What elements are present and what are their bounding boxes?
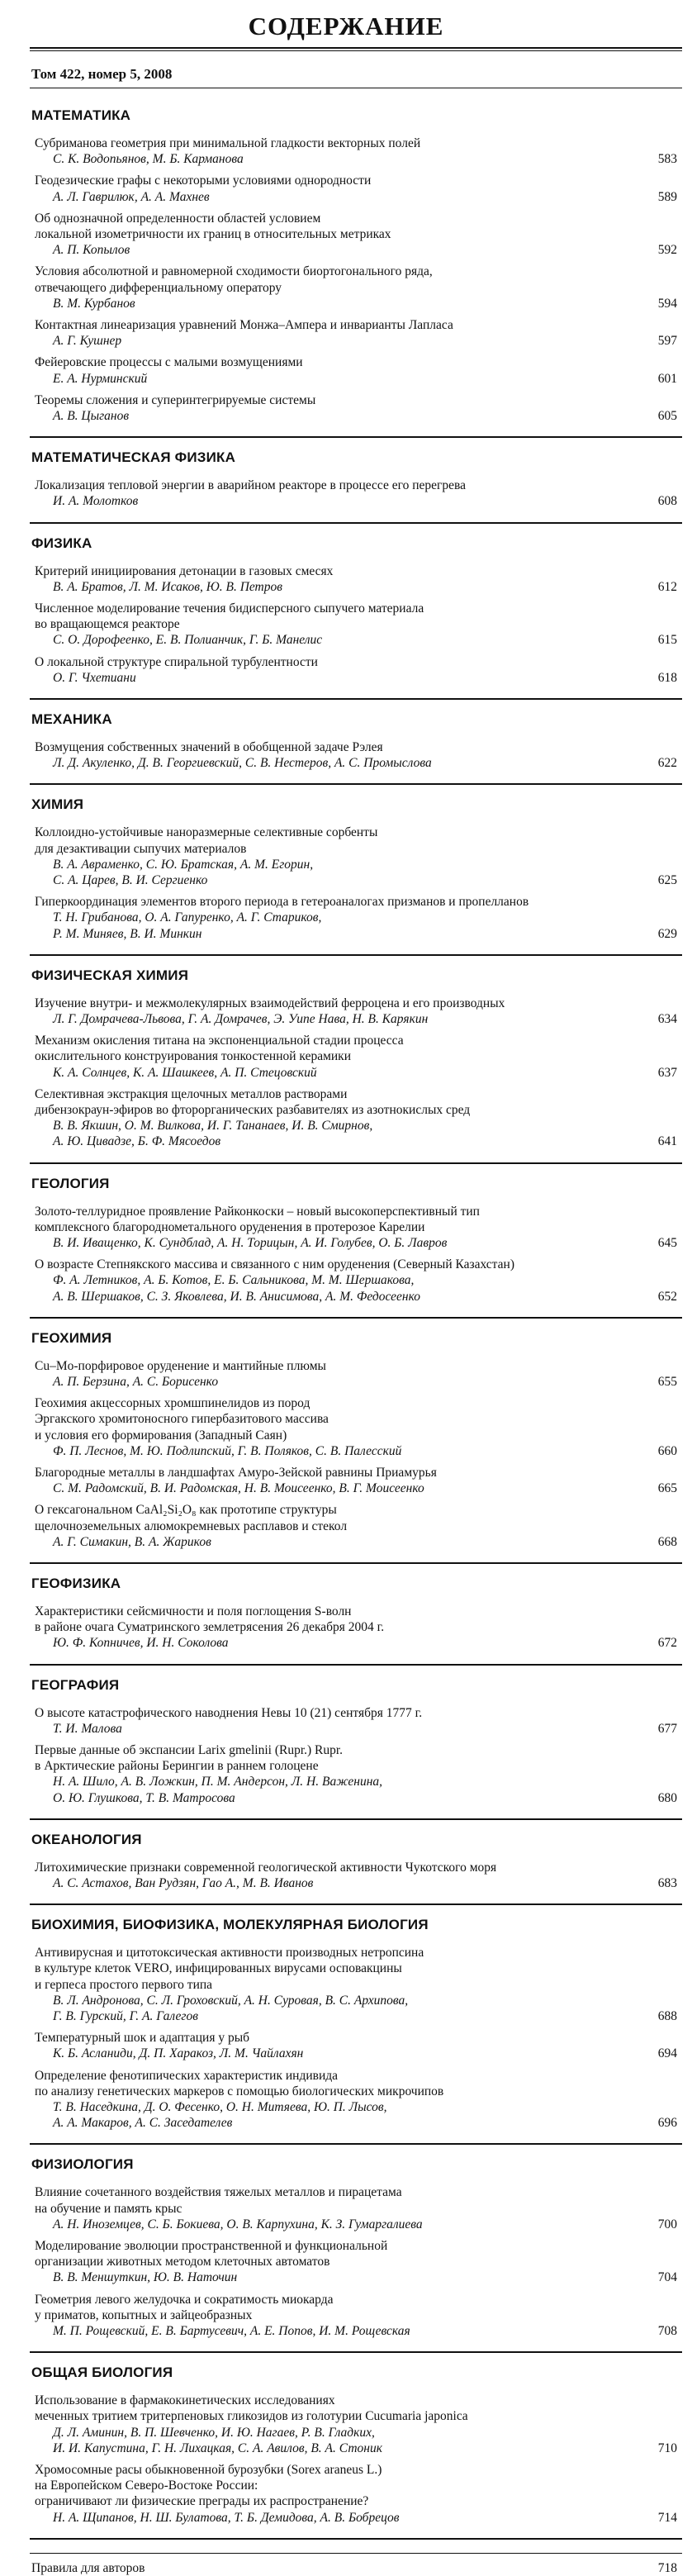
section-title: МЕХАНИКА [31, 711, 112, 727]
article-title: Cu–Mo-порфировое оруденение и мантийные плюмы [35, 1358, 326, 1373]
page-number: 660 [657, 1443, 677, 1458]
section-title: ГЕОФИЗИКА [31, 1576, 121, 1591]
section-rule [30, 436, 682, 438]
article-title: Теоремы сложения и суперинтегрируемые системы [35, 392, 316, 407]
page-number: 710 [657, 2441, 677, 2455]
article-title: Температурный шок и адаптация у рыб [35, 2031, 250, 2046]
article-authors: В. А. Братов, Л. М. Исаков, Ю. В. Петров [53, 579, 282, 594]
article-title: Эргакского хромитоносного гипербазитового массива [35, 1412, 329, 1427]
page-number: 655 [657, 1374, 677, 1389]
page-number: 704 [657, 2270, 677, 2285]
page-number: 652 [657, 1289, 677, 1304]
article-authors: Г. В. Гурский, Г. А. Галегов [53, 2008, 198, 2023]
section-rule [30, 1317, 682, 1319]
article-title: Определение фенотипических характеристик индивида [35, 2068, 339, 2083]
page-number: 601 [657, 371, 677, 386]
page-number: 634 [657, 1011, 677, 1026]
article-title: щелочноземельных алюмокремневых расплавов и стекол [35, 1519, 348, 1533]
article-authors: А. П. Берзина, А. С. Борисенко [53, 1374, 219, 1389]
article-title: О высоте катастрофического наводнения Невы 10 (21) сентября 1777 г. [35, 1705, 423, 1720]
article-authors: А. Н. Иноземцев, С. Б. Бокиева, О. В. Карпухина, К. З. Гумаргалиева [53, 2217, 423, 2231]
article-authors: А. А. Макаров, А. С. Заседателев [53, 2116, 233, 2131]
article-title: окислительного конструирования тонкостенной керамики [35, 1049, 352, 1064]
article-authors: А. П. Копылов [53, 243, 130, 258]
page-number: 608 [657, 494, 677, 509]
article-authors: Ф. П. Леснов, М. Ю. Подлипский, Г. В. Поляков, С. В. Палесский [53, 1443, 402, 1458]
article-title: Благородные металлы в ландшафтах Амуро-Зейской равнины Приамурья [35, 1465, 437, 1480]
section-title: ФИЗИЧЕСКАЯ ХИМИЯ [31, 967, 189, 983]
article-authors: А. В. Шершаков, С. З. Яковлева, И. В. Анисимова, А. М. Федосеенко [53, 1289, 420, 1304]
page-number: 694 [657, 2046, 677, 2061]
article-title: Возмущения собственных значений в обобщенной задаче Рэлея [35, 740, 383, 754]
article-title: в районе очага Суматринского землетрясения 26 декабря 2004 г. [35, 1620, 385, 1635]
article-title: Изучение внутри- и межмолекулярных взаимодействий ферроцена и его производных [35, 996, 505, 1010]
article-title: в культуре клеток VERO, инфицированных вирусами осповакцины [35, 1961, 402, 1976]
section-title: БИОХИМИЯ, БИОФИЗИКА, МОЛЕКУЛЯРНАЯ БИОЛОГИЯ [31, 1917, 429, 1933]
article-title: О возрасте Степнякского массива и связанного с ним оруденения (Северный Казахстан) [35, 1257, 514, 1272]
page-number: 665 [657, 1481, 677, 1496]
article-title: Влияние сочетанного воздействия тяжелых металлов и пирацетама [35, 2185, 402, 2200]
article-title: Характеристики сейсмичности и поля поглощения S-волн [35, 1604, 352, 1618]
article-authors: В. М. Курбанов [53, 296, 135, 311]
page-number: 645 [657, 1235, 677, 1250]
article-title: О гексагональном CaAl₂Si₂O₈ как прототипе структуры [35, 1503, 337, 1518]
article-authors: Е. А. Нурминский [53, 371, 148, 386]
article-title: и условия его формирования (Западный Саян) [35, 1428, 287, 1442]
article-authors: И. И. Капустина, Г. Н. Лихацкая, С. А. Авилов, В. А. Стоник [53, 2441, 382, 2455]
page-number: 597 [657, 334, 677, 349]
article-title: О локальной структуре спиральной турбулентности [35, 654, 318, 669]
article-authors: В. В. Якшин, О. М. Вилкова, И. Г. Тананаев, И. В. Смирнов, [53, 1119, 373, 1134]
article-authors: И. А. Молотков [53, 494, 139, 509]
page-number: 605 [657, 408, 677, 423]
section-rule [30, 783, 682, 785]
page-number: 618 [657, 670, 677, 685]
article-title: на обучение и память крыс [35, 2201, 182, 2216]
section-rule [30, 2538, 682, 2540]
page-title: СОДЕРЖАНИЕ [248, 12, 444, 40]
page-number: 668 [657, 1534, 677, 1549]
article-title: Об однозначной определенности областей условием [35, 211, 321, 226]
article-authors: М. П. Рощевский, Е. В. Бартусевич, А. Е. Попов, И. М. Рощевская [53, 2323, 410, 2338]
article-authors: А. Г. Симакин, В. А. Жариков [53, 1534, 211, 1549]
article-authors: Т. И. Малова [53, 1721, 122, 1736]
top-rule-thick [30, 47, 682, 49]
section-title: ГЕОХИМИЯ [31, 1329, 112, 1346]
page-number: 683 [657, 1875, 677, 1890]
page-number: 615 [657, 633, 677, 648]
section-rule [30, 1664, 682, 1666]
page-number: 714 [657, 2510, 677, 2525]
page-number: 696 [657, 2116, 677, 2131]
article-authors: О. Г. Чхетиани [53, 670, 136, 685]
article-authors: В. И. Иващенко, К. Сундблад, А. Н. Торицын, А. И. Голубев, О. Б. Лавров [53, 1235, 448, 1250]
article-title: Геодезические графы с некоторыми условиями однородности [35, 173, 372, 188]
page-number: 629 [657, 926, 677, 941]
article-title: для дезактивации сыпучих материалов [35, 841, 247, 856]
article-title: у приматов, копытных и зайцеобразных [35, 2307, 253, 2322]
section-title: ФИЗИОЛОГИЯ [31, 2156, 134, 2173]
page-number: 708 [657, 2323, 677, 2338]
article-authors: С. О. Дорофеенко, Е. В. Полианчик, Г. Б. Манелис [53, 633, 323, 648]
article-authors: Н. А. Шило, А. В. Ложкин, П. М. Андерсон, Л. Н. Важенина, [53, 1775, 383, 1789]
article-title: дибензокраун-эфиров во фторорганических разбавителях из азотнокислых сред [35, 1102, 471, 1117]
article-authors: С. А. Царев, В. И. Сергиенко [53, 872, 208, 887]
page-number: 680 [657, 1790, 677, 1805]
page-number: 641 [657, 1134, 677, 1149]
article-title: комплексного благороднометального оруденения в протерозое Карелии [35, 1219, 425, 1234]
page-number: 688 [657, 2008, 677, 2023]
article-authors: А. Ю. Цивадзе, Б. Ф. Мясоедов [53, 1134, 221, 1149]
article-title: Численное моделирование течения бидисперсного сыпучего материала [35, 601, 424, 615]
section-rule [30, 954, 682, 956]
article-title: на Европейском Северо-Востоке России: [35, 2479, 258, 2493]
article-title: организации животных методом клеточных автоматов [35, 2255, 330, 2269]
article-title: Локализация тепловой энергии в аварийном реакторе в процессе его перегрева [35, 478, 466, 493]
article-title: во вращающемся реакторе [35, 617, 180, 632]
page-number: 612 [657, 579, 677, 594]
section-title: ГЕОЛОГИЯ [31, 1175, 110, 1191]
article-title: Геометрия левого желудочка и сократимость миокарда [35, 2292, 334, 2307]
page-number: 622 [657, 756, 677, 771]
article-authors: Д. Л. Аминин, В. П. Шевченко, И. Ю. Нагаев, Р. В. Гладких, [53, 2425, 375, 2440]
section-title: ФИЗИКА [31, 535, 92, 551]
article-title: меченных тритием тритерпеновых гликозидов из голотурии Cucumaria japonica [35, 2409, 468, 2424]
rules-for-authors[interactable]: Правила для авторов [31, 2560, 145, 2575]
article-authors: Ю. Ф. Копничев, И. Н. Соколова [53, 1636, 229, 1651]
article-title: Субриманова геометрия при минимальной гладкости векторных полей [35, 136, 421, 150]
article-title: отвечающего дифференциальному оператору [35, 280, 282, 295]
article-title: Коллоидно-устойчивые наноразмерные селективные сорбенты [35, 825, 378, 840]
article-title: Геохимия акцессорных хромшпинелидов из пород [35, 1396, 310, 1411]
article-authors: Н. А. Щипанов, Н. Ш. Булатова, Т. Б. Демидова, А. В. Бобрецов [53, 2510, 400, 2525]
article-authors: В. Л. Андронова, С. Л. Гроховский, А. Н. Суровая, В. С. Архипова, [53, 1993, 409, 2008]
page-number: 637 [657, 1065, 677, 1080]
article-authors: А. С. Астахов, Ван Рудзян, Гао А., М. В. Иванов [53, 1875, 314, 1890]
article-title: Условия абсолютной и равномерной сходимости биортогонального ряда, [35, 264, 433, 279]
section-rule [30, 2351, 682, 2353]
article-authors: О. Ю. Глушкова, Т. В. Матросова [53, 1790, 235, 1805]
article-title: Антивирусная и цитотоксическая активности производных нетропсина [35, 1946, 424, 1961]
page-number: 700 [657, 2217, 677, 2231]
article-title: по анализу генетических маркеров с помощью биологических микрочипов [35, 2084, 444, 2098]
top-rule-thin [30, 50, 682, 51]
issue-info: Том 422, номер 5, 2008 [31, 66, 173, 82]
page-number: 677 [657, 1721, 677, 1736]
article-authors: А. Л. Гаврилюк, А. А. Махнев [53, 189, 210, 204]
section-title: МАТЕМАТИЧЕСКАЯ ФИЗИКА [31, 449, 236, 466]
section-title: ОБЩАЯ БИОЛОГИЯ [31, 2365, 173, 2381]
article-title: Использование в фармакокинетических исследованиях [35, 2393, 335, 2408]
article-title: локальной изометричности их границ в относительных метриках [35, 226, 391, 241]
article-title: Золото-теллуридное проявление Райконкоски – новый высокоперспективный тип [35, 1204, 480, 1219]
page-number: 672 [657, 1636, 677, 1651]
article-authors: Р. М. Миняев, В. И. Минкин [53, 926, 202, 941]
article-authors: В. А. Авраменко, С. Ю. Братская, А. М. Егорин, [53, 857, 314, 872]
page-number: 583 [657, 152, 677, 167]
article-authors: В. В. Меншуткин, Ю. В. Наточин [53, 2270, 238, 2285]
section-rule [30, 1162, 682, 1164]
article-authors: С. М. Радомский, В. И. Радомская, Н. В. Моисеенко, В. Г. Моисеенко [53, 1481, 424, 1496]
article-authors: Т. Н. Грибанова, О. А. Гапуренко, А. Г. Стариков, [53, 910, 322, 925]
section-rule [30, 698, 682, 700]
article-authors: К. Б. Асланиди, Д. П. Харакоз, Л. М. Чайлахян [53, 2046, 304, 2061]
article-title: Механизм окисления титана на экспоненциальной стадии процесса [35, 1034, 404, 1048]
article-title: ограничивают ли физические преграды их распространение? [35, 2494, 369, 2509]
article-title: Критерий инициирования детонации в газовых смесях [35, 563, 334, 578]
section-title: ГЕОГРАФИЯ [31, 1676, 120, 1693]
article-title: Фейеровские процессы с малыми возмущениями [35, 355, 303, 370]
article-authors: К. А. Солнцев, К. А. Шашкеев, А. П. Стецовский [53, 1065, 317, 1080]
article-title: Моделирование эволюции пространственной и функциональной [35, 2238, 388, 2253]
article-title: и герпеса простого первого типа [35, 1977, 213, 1992]
section-rule [30, 1562, 682, 1564]
section-rule [30, 1818, 682, 1820]
page-number: 594 [657, 296, 677, 311]
article-title: в Арктические районы Берингии в раннем голоцене [35, 1759, 319, 1774]
rules-for-authors-page: 718 [657, 2560, 677, 2575]
section-rule [30, 522, 682, 524]
article-title: Контактная линеаризация уравнений Монжа–Ампера и инварианты Лапласа [35, 318, 453, 332]
page-number: 589 [657, 189, 677, 204]
article-authors: Ф. А. Летников, А. Б. Котов, Е. Б. Сальникова, М. М. Шершакова, [53, 1273, 415, 1288]
article-title: Литохимические признаки современной геологической активности Чукотского моря [35, 1860, 497, 1875]
footer-rule [30, 2553, 682, 2554]
article-title: Хромосомные расы обыкновенной бурозубки (Sorex araneus L.) [35, 2462, 382, 2477]
article-authors: Л. Д. Акуленко, Д. В. Георгиевский, С. В. Нестеров, А. С. Промыслова [53, 756, 432, 771]
section-rule [30, 2143, 682, 2145]
page-number: 625 [657, 872, 677, 887]
article-authors: С. К. Водопьянов, М. Б. Карманова [53, 152, 244, 167]
article-authors: Т. В. Наседкина, Д. О. Фесенко, О. Н. Митяева, Ю. П. Лысов, [53, 2099, 387, 2114]
section-title: ХИМИЯ [31, 796, 84, 813]
article-authors: Л. Г. Домрачева-Львова, Г. А. Домрачев, Э. Уипе Нава, Н. В. Карякин [53, 1011, 429, 1026]
article-title: Первые данные об экспансии Larix gmelinii (Rupr.) Rupr. [35, 1742, 344, 1757]
section-rule [30, 1903, 682, 1905]
article-authors: А. В. Цыганов [53, 408, 130, 423]
page-number: 592 [657, 243, 677, 258]
article-authors: А. Г. Кушнер [53, 334, 122, 349]
article-title: Селективная экстракция щелочных металлов растворами [35, 1086, 348, 1101]
article-title: Гиперкоординация элементов второго периода в гетероаналогах призманов и пропелланов [35, 895, 529, 910]
section-title: ОКЕАНОЛОГИЯ [31, 1831, 142, 1847]
section-title: МАТЕМАТИКА [31, 107, 131, 123]
